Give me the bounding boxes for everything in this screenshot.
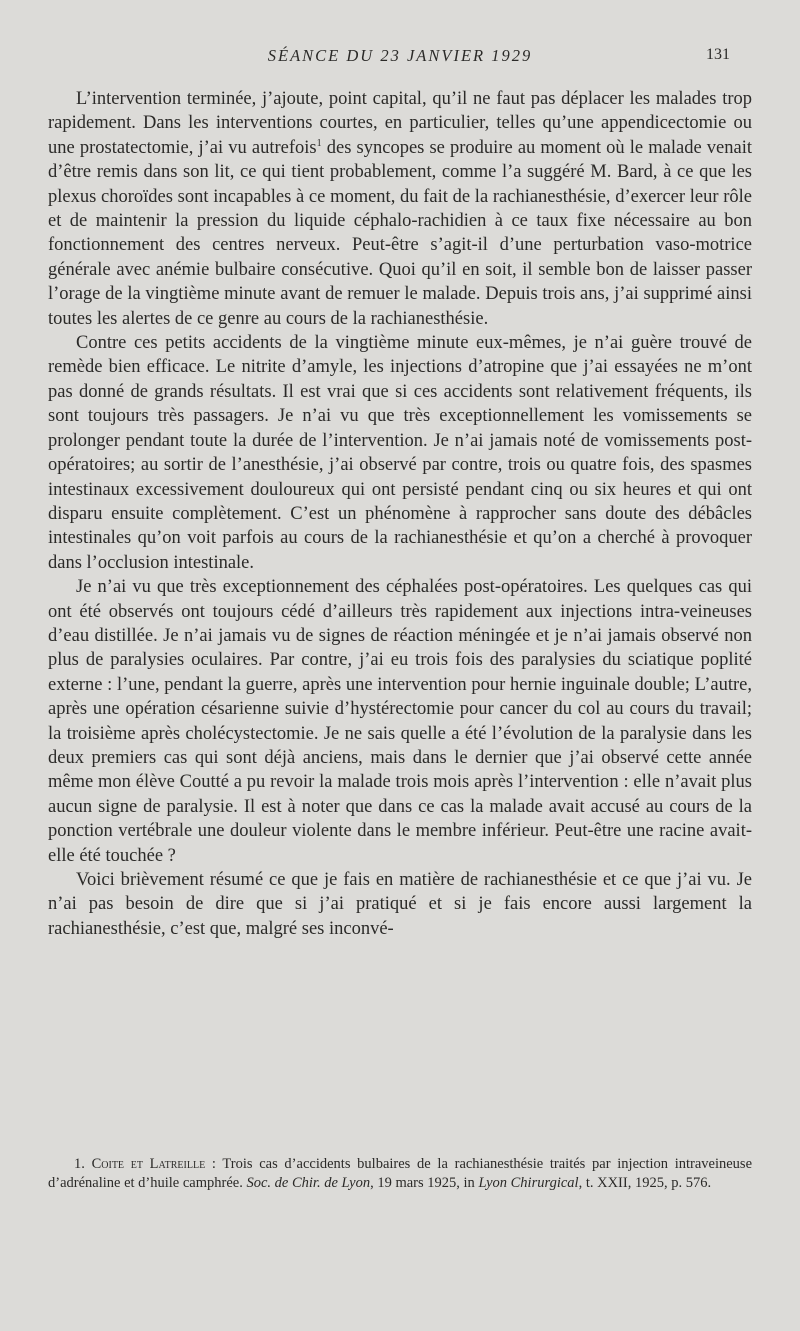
- footnote-date: , 19 mars 1925, in: [370, 1174, 479, 1191]
- footnote-number: 1.: [74, 1156, 85, 1172]
- paragraph-4: Voici brièvement résumé ce que je fais en matière de rachianesthésie et ce que j’ai vu. Je n’ai pas besoin de dire que si j’ai pratiqué et si je fais encore aussi largement la rachianesthésie, c’est que, malgré ses inconvé-: [48, 870, 752, 939]
- footnote-publication: Lyon Chirurgical: [478, 1174, 579, 1191]
- running-head: [48, 46, 752, 68]
- paragraph-3: Je n’ai vu que très exceptionnement des céphalées post-opératoires. Les quelques cas qui ont été observés ont toujours cédé d’ailleurs très rapidement aux injections intra-veineuses d’eau distillée. Je n’ai jamais vu de signes de réaction méningée et je n’ai jamais observé non plus de paralysies oculaires. Par contre, j’ai eu trois fois des paralysies du sciatique poplité externe : l’une, pendant la guerre, après une intervention pour hernie inguinale double; L’autre, après une opération césarienne suivie d’hystérectomie pour cancer du col au cours du travail; la troisième après cholécystectomie. Je ne sais quelle a été l’évolution de la paralysie dans les deux premiers cas qui sont déjà anciens, mais dans le dernier que j’ai observé cette année même mon élève Coutté a pu revoir la malade trois mois après l’intervention : elle n’avait plus aucun signe de paralysie. Il est à noter que dans ce cas la malade avait accusé au cours de la ponction vertébrale une douleur violente dans le membre inférieur. Peut-être une racine avait-elle été touchée ?: [48, 577, 752, 866]
- footnote-reference-details: , t. XXII, 1925, p. 576.: [578, 1174, 712, 1191]
- paragraph-1: [48, 87, 752, 331]
- page-number: 131: [706, 46, 730, 63]
- footnote-text: : Trois cas d’accidents bulbaires de la rachianesthésie traités par injection intraveineuse d’adrénaline et d’huile camphrée.: [48, 1156, 753, 1191]
- running-title: SÉANCE DU 23 JANVIER 1929: [267, 46, 533, 65]
- footnote-reference: 1: [316, 137, 322, 149]
- paragraph-1-rest: des syncopes se produire au moment où le malade venait d’être remis dans son lit, ce qui tient probablement, comme l’a suggéré M. Bard, à ce que les plexus choroïdes sont incapables à ce moment, du fait de la rachianesthésie, d’exercer leur rôle et de maintenir la pression du liquide céphalo-rachidien à ce taux fixe nécessaire au bon fonctionnement des centres nerveux. Peut-être s’agit-il d’une perturbation vaso-motrice générale avec anémie bulbaire consécutive. Quoi qu’il en soit, il semble bon de laisser passer l’orage de la vingtième minute avant de remuer le malade. Depuis trois ans, j’ai supprimé ainsi toutes les alertes de ce genre au cours de la rachianesthésie.: [48, 137, 752, 329]
- footnote: [48, 1155, 752, 1192]
- body-text: [48, 87, 752, 941]
- paragraph-2: Contre ces petits accidents de la vingtième minute eux-mêmes, je n’ai guère trouvé de remède bien efficace. Le nitrite d’amyle, les injections d’atropine que j’ai essayées ne m’ont pas donné de grands résultats. Il est vrai que si ces accidents sont relativement fréquents, ils sont toujours très passagers. Je n’ai vu que très exceptionnellement les vomissements se prolonger pendant toute la durée de l’intervention. Je n’ai jamais noté de vomissements post-opératoires; au sortir de l’anesthésie, j’ai observé par contre, trois ou quatre fois, des spasmes intestinaux excessivement douloureux qui ont persisté pendant cinq ou six heures et qui ont disparu ensuite complètement. C’est un phénomène à rapprocher sans doute des débâcles intestinales qu’on voit parfois au cours de la rachianesthésie et qu’on a cherché à provoquer dans l’occlusion intestinale.: [48, 333, 752, 573]
- paragraph-1-start: L’intervention terminée, j’ajoute, point capital, qu’il ne faut pas déplacer les malades trop rapidement. Dans les interventions courtes, en particulier, telles qu’une appendicectomie ou une prostatectomie, j’ai vu autrefois: [48, 89, 752, 158]
- footnote-authors: Coite et Latreille: [91, 1156, 206, 1172]
- footnote-journal: Soc. de Chir. de Lyon: [246, 1174, 371, 1191]
